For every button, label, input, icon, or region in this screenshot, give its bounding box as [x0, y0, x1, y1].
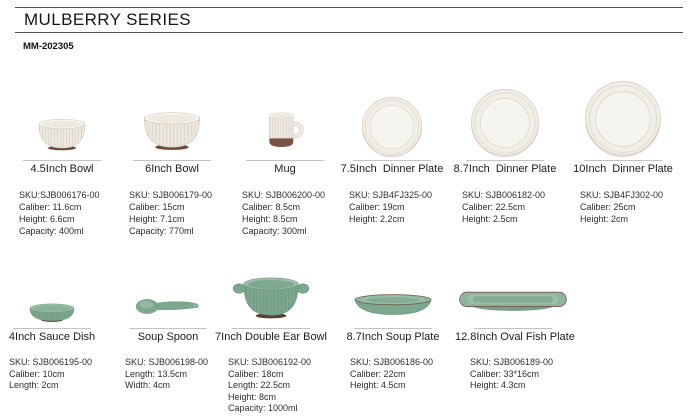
header-bottom-rule: [15, 32, 683, 33]
spec-line: SKU: SJB006179-00: [129, 190, 213, 200]
model-number: MM-202305: [23, 41, 74, 52]
product-card: [0, 260, 104, 392]
spec-line: Length: 13.5cm: [125, 368, 188, 379]
label-divider: [466, 160, 544, 161]
spec-line: Caliber: 18cm: [228, 368, 284, 379]
product-image-wrap: [450, 88, 560, 152]
product-card: [215, 260, 327, 415]
spec-line: SKU:SJB006176-00: [19, 190, 100, 200]
spec-line: Caliber: 25cm: [580, 202, 636, 212]
product-image-wrap: [215, 260, 327, 324]
product-specs: [580, 189, 666, 225]
mug-image: [262, 109, 308, 152]
product-card: [120, 88, 224, 237]
spec-line: Caliber: 19cm: [349, 202, 405, 212]
spec-line: Height: 7.1cm: [129, 214, 185, 224]
spec-line: Caliber: 15cm: [129, 202, 185, 212]
product-card: [10, 88, 114, 237]
spec-line: Caliber: 11.6cm: [19, 202, 82, 212]
soup-spoon-image: [135, 297, 201, 316]
spec-line: SKU: SJB006182-00: [462, 190, 546, 200]
label-divider: [353, 160, 431, 161]
spec-line: Length: 2cm: [9, 380, 59, 390]
spec-line: Caliber: 33*16cm: [470, 368, 540, 379]
spec-line: SKU: SJB006189-00: [470, 357, 554, 367]
product-card: [568, 88, 678, 225]
product-specs: [349, 189, 435, 225]
spec-line: Capacity: 1000ml: [228, 403, 298, 413]
label-divider: [232, 328, 310, 329]
product-card: [340, 260, 446, 392]
double-ear-bowl-image: [232, 272, 310, 324]
product-specs: [350, 357, 436, 392]
product-image-wrap: [337, 88, 447, 152]
label-divider: [354, 328, 432, 329]
spec-line: Height: 8cm: [228, 391, 277, 402]
spec-line: Height: 4.5cm: [350, 380, 406, 390]
product-specs: [228, 357, 314, 415]
soup-plate-image: [351, 293, 435, 318]
bowl-6-image: [140, 110, 204, 152]
spec-line: Length: 22.5cm: [228, 380, 291, 390]
product-card: [233, 88, 337, 237]
product-image-wrap: [116, 260, 220, 324]
spec-line: SKU: SJB006186-00: [350, 357, 434, 367]
product-image-wrap: [568, 88, 678, 152]
product-name: 12.8Inch Oval Fish Plate: [455, 331, 575, 343]
spec-line: Caliber: 22cm: [350, 368, 406, 379]
label-divider: [584, 160, 662, 161]
product-specs: [19, 189, 105, 237]
product-image-wrap: [233, 88, 337, 152]
product-image-wrap: [455, 260, 571, 324]
spec-line: Caliber: 22.5cm: [462, 202, 526, 212]
spec-line: Capacity: 300ml: [242, 226, 307, 236]
oval-fish-plate-image: [457, 290, 569, 314]
dinner-plate-7-5-image: [361, 96, 423, 158]
product-name: 6Inch Bowl: [145, 163, 199, 175]
spec-line: Caliber: 8.5cm: [242, 202, 301, 212]
product-specs: [129, 189, 215, 237]
spec-line: Capacity: 400ml: [19, 226, 84, 236]
product-card: [337, 88, 447, 225]
sauce-dish-image: [28, 302, 76, 324]
product-image-wrap: [340, 260, 446, 324]
product-card: [455, 260, 575, 392]
product-image-wrap: [0, 260, 104, 324]
spec-line: SKU: SJB4FJ302-00: [580, 190, 664, 200]
spec-line: Height: 8.5cm: [242, 214, 298, 224]
product-specs: [242, 189, 328, 237]
product-name: 8.7Inch Soup Plate: [346, 331, 440, 343]
spec-line: Capacity: 770ml: [129, 226, 194, 236]
bowl-4-5-image: [37, 117, 87, 152]
product-image-wrap: [120, 88, 224, 152]
dinner-plate-8-7-image: [470, 88, 540, 158]
product-specs: [470, 357, 556, 392]
product-name: Mug: [274, 163, 296, 175]
spec-line: Height: 2.5cm: [462, 214, 518, 224]
page-title: MULBERRY SERIES: [24, 10, 191, 29]
spec-line: Height: 2.2cm: [349, 214, 405, 224]
product-name: 10Inch Dinner Plate: [573, 163, 673, 175]
label-divider: [23, 160, 101, 161]
spec-line: SKU: SJB006200-00: [242, 190, 326, 200]
spec-line: SKU: SJB006192-00: [228, 357, 312, 367]
header-top-rule: [15, 7, 683, 8]
spec-line: Height: 6.6cm: [19, 214, 75, 224]
product-specs: [462, 189, 548, 225]
dinner-plate-10-image: [584, 80, 662, 158]
spec-line: SKU: SJB006198-00: [125, 357, 209, 367]
product-name: 4.5Inch Bowl: [30, 163, 94, 175]
label-divider: [474, 328, 552, 329]
product-name: 7.5Inch Dinner Plate: [340, 163, 444, 175]
spec-line: Height: 4.3cm: [470, 380, 526, 390]
product-name: 7Inch Double Ear Bowl: [215, 331, 327, 343]
spec-line: SKU: SJB006195-00: [9, 357, 93, 367]
product-name: 8.7Inch Dinner Plate: [453, 163, 557, 175]
label-divider: [13, 328, 91, 329]
spec-line: Height: 2cm: [580, 214, 629, 224]
product-name: 4Inch Sauce Dish: [8, 331, 96, 343]
product-specs: [125, 357, 211, 392]
spec-line: SKU: SJB4FJ325-00: [349, 190, 433, 200]
product-image-wrap: [10, 88, 114, 152]
product-name: Soup Spoon: [137, 331, 199, 343]
label-divider: [129, 328, 207, 329]
spec-line: Caliber: 10cm: [9, 368, 65, 379]
product-specs: [9, 357, 95, 392]
spec-line: Width: 4cm: [125, 380, 171, 390]
label-divider: [246, 160, 324, 161]
product-card: [116, 260, 220, 392]
label-divider: [133, 160, 211, 161]
product-card: [450, 88, 560, 225]
